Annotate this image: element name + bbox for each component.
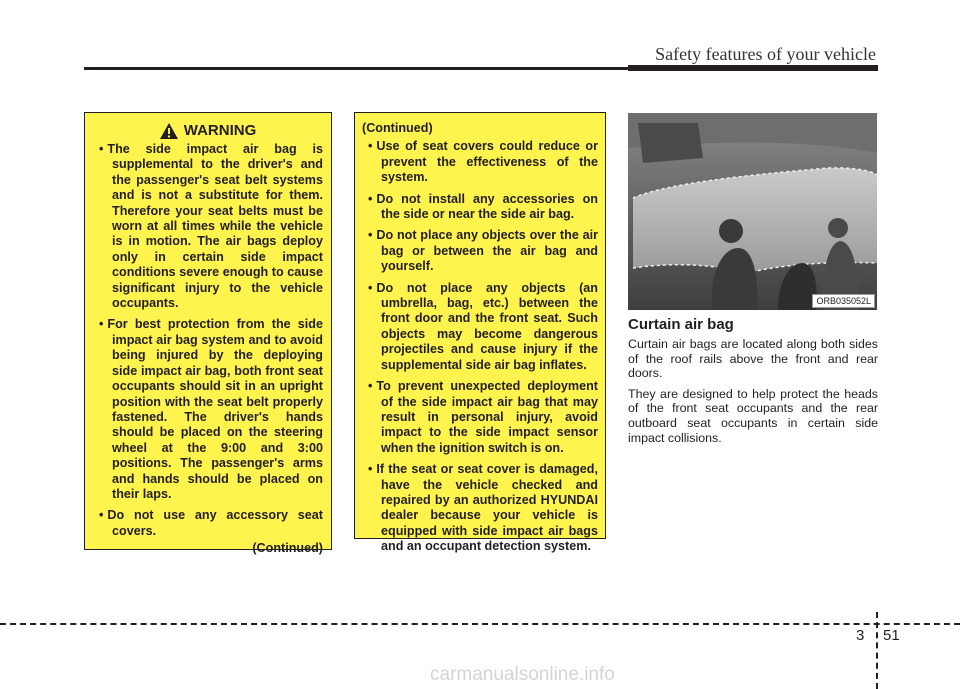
footer-divider (0, 623, 960, 625)
curtain-airbag-figure (628, 113, 877, 310)
continued-heading: (Continued) (362, 121, 433, 135)
footer-vertical-divider (876, 612, 878, 689)
chapter-number: 3 (856, 627, 865, 644)
paragraph: They are designed to help protect the heads of the front seat occupants and the rear outboard seat occupants in certain side impact collisions. (628, 386, 878, 445)
list-item: • Use of seat covers could reduce or prevent the effectiveness of the system. (362, 139, 598, 185)
warning-triangle-icon (160, 123, 178, 139)
continued-label: (Continued) (252, 541, 323, 556)
header-title: Safety features of your vehicle (655, 44, 876, 64)
paragraph: Curtain air bags are located along both sides of the roof rails above the front and rear doors. (628, 337, 878, 381)
list-item: • If the seat or seat cover is damaged, have the vehicle checked and repaired by an authorized HYUNDAI dealer because your vehicle is equipped with side impact air bags and an occupant detection system. (362, 462, 598, 554)
watermark: carmanualsonline.info (430, 664, 615, 685)
list-item: • The side impact air bag is supplemental to the driver's and the passenger's seat belt systems and is not a substitute for them. Therefore your seat belts must be worn at all times while the vehicle is in motion. The air bags deploy only in certain side impact conditions severe enough to cause significant injury to the vehicle occupants. (93, 142, 323, 311)
figure-label: ORB035052L (812, 294, 875, 308)
continued-box (354, 112, 606, 554)
warning-heading (93, 123, 323, 139)
list-item: • Do not install any accessories on the side or near the side air bag. (362, 192, 598, 223)
page-number: 51 (883, 627, 900, 644)
section-title: Curtain air bag (628, 316, 734, 333)
warning-heading-text: WARNING (183, 122, 257, 140)
header-rule-accent (628, 65, 878, 71)
car-interior-illustration (628, 113, 877, 310)
warning-box (84, 112, 332, 556)
list-item: • Do not place any objects over the air bag or between the air bag and yourself. (362, 228, 598, 274)
list-item: • For best protection from the side impact air bag system and to avoid being injured by the deploying side impact air bag, both front seat occupants should sit in an upright position with the seat belt properly fastened. The driver's hands should be placed on the steering wheel at the 9:00 and 3:00 positions. The passenger's arms and hands should be placed on their laps. (93, 317, 323, 502)
list-item: • To prevent unexpected deployment of the side impact air bag that may result in personal injury, avoid impact to the side impact sensor when the ignition switch is on. (362, 379, 598, 456)
list-item: • Do not use any accessory seat covers. (93, 508, 323, 539)
warning-list (93, 142, 323, 539)
section-body (628, 337, 878, 451)
continued-list (362, 139, 598, 554)
list-item: • Do not place any objects (an umbrella, bag, etc.) between the front door and the front seat. Such objects may become dangerous projectiles and cause injury if the supplemental side air bag inflates. (362, 281, 598, 373)
